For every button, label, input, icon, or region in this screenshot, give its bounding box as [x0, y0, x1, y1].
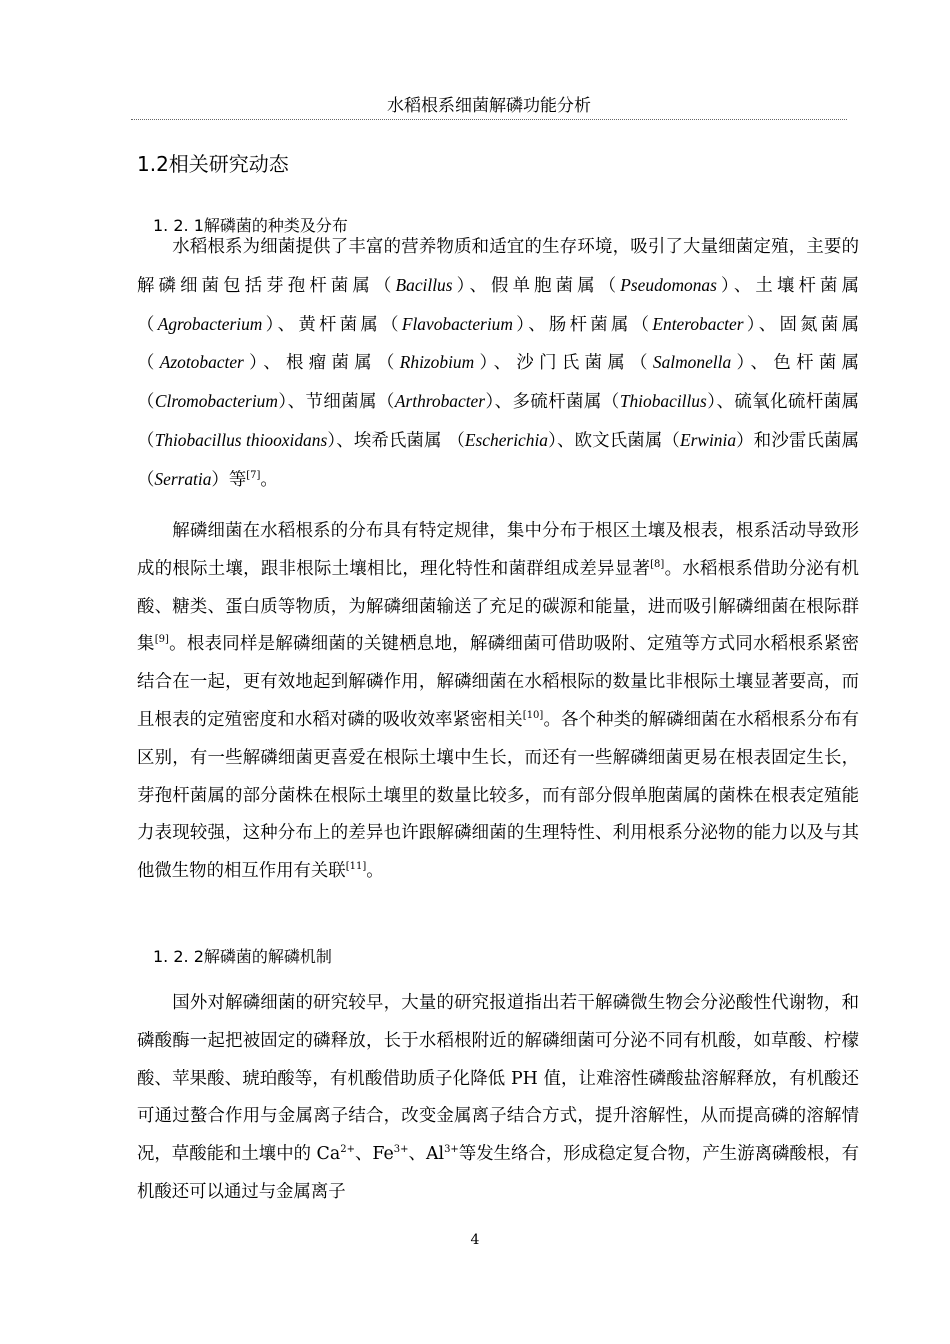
paragraph-bacteria-types: 水稻根系为细菌提供了丰富的营养物质和适宜的生存环境，吸引了大量细菌定殖，主要的解磷细菌包括芽孢杆菌属（Bacillus）、假单胞菌属（Pseudomonas）、土壤杆菌属（Agrobacterium）、黄杆菌属（Flavobacterium）、肠杆菌属（Enterobacter）、固氮菌属（Azotobacter）、根瘤菌属（Rhizobium）、沙门氏菌属（Salmonella）、色杆菌属（Clromobacterium）、节细菌属（Arthrobacter）、多硫杆菌属（Thiobacillus）、硫氧化硫杆菌属（Thiobacillus thiooxidans）、埃希氏菌属 （Escherichia）、欧文氏菌属（Erwinia）和沙雷氏菌属（Serratia）等[7]。 — [137, 237, 859, 490]
page-number: 4 — [470, 1232, 480, 1248]
citation-ref: [7] — [246, 469, 261, 481]
subsection-heading-2: 1. 2. 2解磷菌的解磷机制 — [153, 947, 332, 966]
citation-ref: [8] — [650, 559, 665, 570]
citation-ref: [10] — [522, 710, 544, 722]
running-header: 水稻根系细菌解磷功能分析 — [131, 96, 847, 120]
section-heading: 1.2相关研究动态 — [137, 152, 289, 176]
subsection-heading-1: 1. 2. 1解磷菌的种类及分布 — [153, 216, 348, 235]
citation-ref: [9] — [154, 634, 169, 646]
paragraph-mechanism: 国外对解磷细菌的研究较早，大量的研究报道指出若干解磷微生物会分泌酸性代谢物，和磷酸酶一起把被固定的磷释放，长于水稻根附近的解磷细菌可分泌不同有机酸，如草酸、柠檬酸、苹果酸、琥珀酸等，有机酸借助质子化降低 PH 值，让难溶性磷酸盐溶解释放，有机酸还可通过螯合作用与金属离子结合，改变金属离子结合方式，提升溶解性，从而提高磷的溶解情况，草酸能和土壤中的 $Ca^{2+}$、$Fe^{3+}$、$Al^{3+}$等发生络合，形成稳定复合物，产生游离磷酸根，有机酸还可以通过与金属离子 — [137, 993, 859, 1202]
citation-ref: [11] — [345, 861, 367, 873]
paragraph-bacteria-distribution: 解磷细菌在水稻根系的分布具有特定规律，集中分布于根区土壤及根表，根系活动导致形成的根际土壤，跟非根际土壤相比，理化特性和菌群组成差异显著[8]。水稻根系借助分泌有机酸、糖类、蛋白质等物质，为解磷细菌输送了充足的碳源和能量，进而吸引解磷细菌在根际群集[9]。根表同样是解磷细菌的关键栖息地，解磷细菌可借助吸附、定殖等方式同水稻根系紧密结合在一起，更有效地起到解磷作用，解磷细菌在水稻根际的数量比非根际土壤显著要高，而且根表的定殖密度和水稻对磷的吸收效率紧密相关[10]。各个种类的解磷细菌在水稻根系分布有区别，有一些解磷细菌更喜爱在根际土壤中生长，而还有一些解磷细菌更易在根表固定生长，芽孢杆菌属的部分菌株在根际土壤里的数量比较多，而有部分假单胞菌属的菌株在根表定殖能力表现较强，这种分布上的差异也许跟解磷细菌的生理特性、利用根系分泌物的能力以及与其他微生物的相互作用有关联[11]。 — [137, 521, 859, 882]
